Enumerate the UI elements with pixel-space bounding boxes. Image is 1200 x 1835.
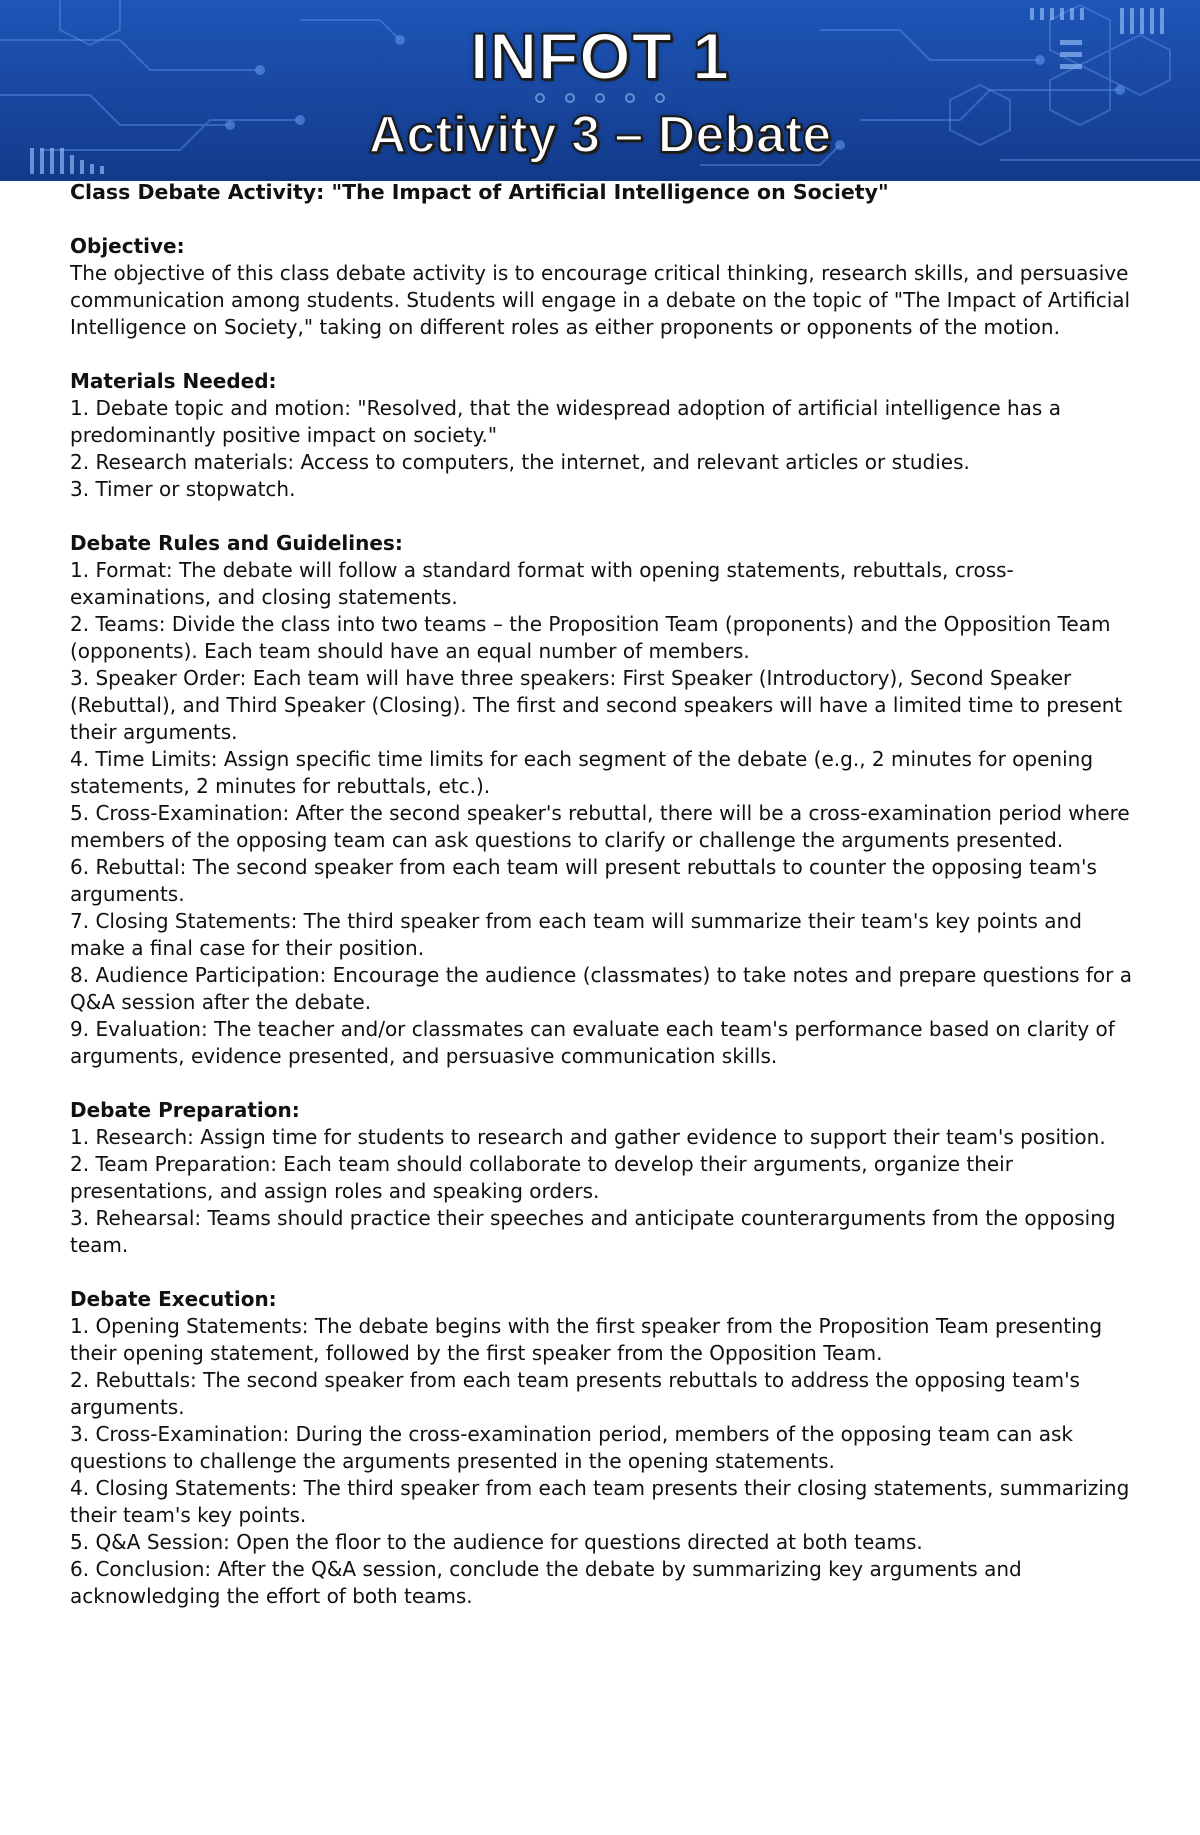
- list-item: 3. Cross-Examination: During the cross-examination period, members of the opposing team can ask questions to challenge the arguments presented in the opening statements.: [70, 1422, 1073, 1473]
- document-title-label: Class Debate Activity: [70, 180, 317, 204]
- document-title-separator: :: [316, 180, 332, 204]
- list-item: 2. Research materials: Access to computers, the internet, and relevant articles or studies.: [70, 450, 970, 474]
- list-item: 2. Rebuttals: The second speaker from each team presents rebuttals to address the opposing team's arguments.: [70, 1368, 1080, 1419]
- list-item: 1. Format: The debate will follow a standard format with opening statements, rebuttals, cross-examinations, and closing statements.: [70, 558, 1014, 609]
- list-item: 1. Opening Statements: The debate begins with the first speaker from the Proposition Team presenting their opening statement, followed by the first speaker from the Opposition Team.: [70, 1314, 1103, 1365]
- execution-section: [70, 1286, 1140, 1610]
- rules-section: [70, 530, 1140, 1070]
- list-item: 2. Team Preparation: Each team should collaborate to develop their arguments, organize their presentations, and assign roles and speaking orders.: [70, 1152, 1013, 1203]
- banner-subtitle: Activity 3 – Debate: [368, 106, 832, 164]
- section-heading: Debate Rules and Guidelines:: [70, 531, 403, 555]
- list-item: 1. Debate topic and motion: "Resolved, that the widespread adoption of artificial intelligence has a predominantly positive impact on society.": [70, 396, 1061, 447]
- section-heading: Materials Needed:: [70, 369, 277, 393]
- list-item: 7. Closing Statements: The third speaker from each team will summarize their team's key points and make a final case for their position.: [70, 909, 1082, 960]
- list-item: 2. Teams: Divide the class into two teams – the Proposition Team (proponents) and the Opposition Team (opponents). Each team should have an equal number of members.: [70, 612, 1111, 663]
- list-item: 1. Research: Assign time for students to research and gather evidence to support their team's position.: [70, 1125, 1106, 1149]
- document-title-topic: "The Impact of Artificial Intelligence on Society": [331, 180, 889, 204]
- section-heading: Objective:: [70, 234, 185, 258]
- preparation-section: [70, 1097, 1140, 1259]
- document-body: [70, 179, 1140, 1637]
- section-heading: Debate Execution:: [70, 1287, 277, 1311]
- section-heading: Debate Preparation:: [70, 1098, 300, 1122]
- list-item: 6. Conclusion: After the Q&A session, conclude the debate by summarizing key arguments and acknowledging the effort of both teams.: [70, 1557, 1022, 1608]
- preparation-list: [70, 1124, 1140, 1259]
- list-item: 8. Audience Participation: Encourage the audience (classmates) to take notes and prepare questions for a Q&A session after the debate.: [70, 963, 1132, 1014]
- objective-text: The objective of this class debate activity is to encourage critical thinking, research skills, and persuasive communication among students. Students will engage in a debate on the topic of "The Impact of Artificial Intelligence on Society," taking on different roles as either proponents or opponents of the motion.: [70, 261, 1131, 339]
- list-item: 4. Time Limits: Assign specific time limits for each segment of the debate (e.g., 2 minutes for opening statements, 2 minutes for rebuttals, etc.).: [70, 747, 1094, 798]
- list-item: 5. Cross-Examination: After the second speaker's rebuttal, there will be a cross-examination period where members of the opposing team can ask questions to clarify or challenge the arguments presented.: [70, 801, 1130, 852]
- list-item: 4. Closing Statements: The third speaker from each team presents their closing statements, summarizing their team's key points.: [70, 1476, 1130, 1527]
- list-item: 3. Rehearsal: Teams should practice their speeches and anticipate counterarguments from the opposing team.: [70, 1206, 1116, 1257]
- header-banner: [0, 0, 1200, 181]
- execution-list: [70, 1313, 1140, 1610]
- list-item: 3. Speaker Order: Each team will have three speakers: First Speaker (Introductory), Second Speaker (Rebuttal), and Third Speaker (Closing). The first and second speakers will have a limited time to present their arguments.: [70, 666, 1123, 744]
- rules-list: [70, 557, 1140, 1070]
- objective-section: [70, 233, 1140, 341]
- list-item: 5. Q&A Session: Open the floor to the audience for questions directed at both teams.: [70, 1530, 923, 1554]
- list-item: 3. Timer or stopwatch.: [70, 477, 296, 501]
- list-item: 6. Rebuttal: The second speaker from each team will present rebuttals to counter the opposing team's arguments.: [70, 855, 1097, 906]
- materials-section: [70, 368, 1140, 503]
- list-item: 9. Evaluation: The teacher and/or classmates can evaluate each team's performance based on clarity of arguments, evidence presented, and persuasive communication skills.: [70, 1017, 1115, 1068]
- document-title: [70, 179, 1140, 206]
- banner-title: INFOT 1: [469, 19, 730, 93]
- materials-list: [70, 395, 1140, 503]
